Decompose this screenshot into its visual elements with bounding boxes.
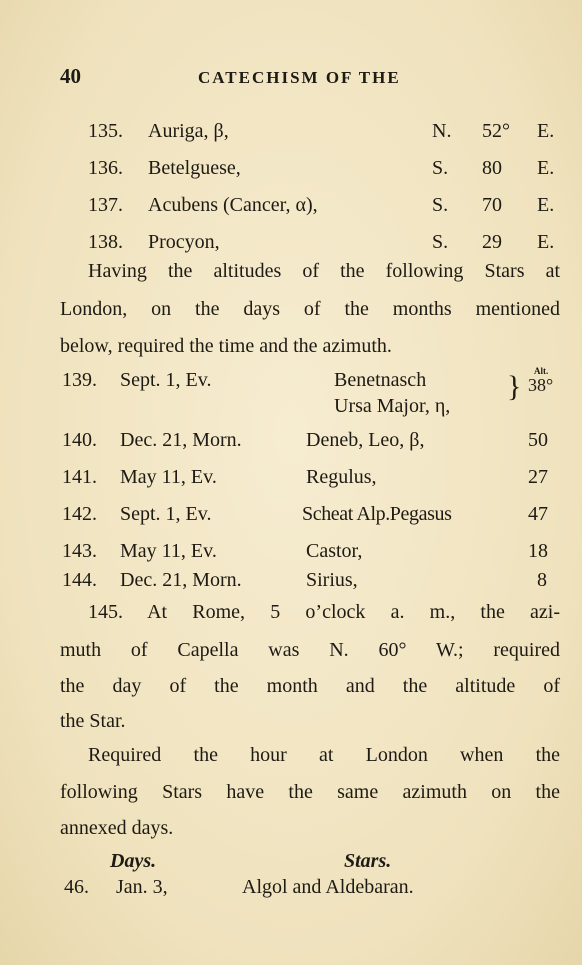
paragraph-line: the Star. <box>60 710 126 732</box>
altitude-value: 38° <box>528 375 554 395</box>
list-item-star: Procyon, <box>148 231 220 253</box>
paragraph-line: Required the hour at London when the <box>88 744 560 766</box>
paragraph-line: 145. At Rome, 5 o’clock a. m., the azi- <box>88 601 560 623</box>
list-item-star: Deneb, Leo, β, <box>306 429 425 451</box>
running-title: CATECHISM OF THE <box>198 68 401 87</box>
list-item-star: Scheat Alp.Pegasus <box>302 503 452 525</box>
list-item-date: May 11, Ev. <box>120 466 217 488</box>
list-item-direction: S. <box>432 231 449 253</box>
list-item-num: 141. <box>62 466 97 488</box>
list-item-altitude: 8 <box>537 569 547 591</box>
page-number: 40 <box>60 64 81 88</box>
list-item-altitude: 27 <box>528 466 548 488</box>
list-item-altitude: 47 <box>528 503 548 525</box>
list-item-degrees: 70 <box>482 194 502 216</box>
list-item-num: 143. <box>62 540 97 562</box>
paragraph-line: muth of Capella was N. 60° W.; required <box>60 639 560 661</box>
brace-icon: } <box>507 370 522 403</box>
list-item-degrees: 52° <box>482 120 510 142</box>
paragraph-line: London, on the days of the months mentioned <box>60 298 560 320</box>
list-item-direction: N. <box>432 120 452 142</box>
list-item-direction: E. <box>537 120 555 142</box>
list-item-num: 136. <box>88 157 123 179</box>
paragraph-line: below, required the time and the azimuth. <box>60 335 392 357</box>
list-item-date: Sept. 1, Ev. <box>120 369 212 391</box>
list-item-degrees: 80 <box>482 157 502 179</box>
list-item-num: 139. <box>62 369 97 391</box>
list-item-direction: S. <box>432 194 449 216</box>
list-item-star: Ursa Major, η, <box>334 395 451 417</box>
list-item-direction: E. <box>537 157 555 179</box>
list-item-altitude: 18 <box>528 540 548 562</box>
list-item-num: 144. <box>62 569 97 591</box>
paragraph-line: the day of the month and the altitude of <box>60 675 560 697</box>
paragraph-line: Having the altitudes of the following Stars at <box>88 260 560 282</box>
list-item-star: Castor, <box>306 540 363 562</box>
column-header-days: Days. <box>110 850 157 872</box>
list-item-star: Betelguese, <box>148 157 241 179</box>
list-item-num: 140. <box>62 429 97 451</box>
list-item-direction: S. <box>432 157 449 179</box>
list-item-date: May 11, Ev. <box>120 540 217 562</box>
altitude-label: Alt. <box>534 366 549 376</box>
list-item-stars: Algol and Aldebaran. <box>242 876 414 898</box>
list-item-star: Regulus, <box>306 466 377 488</box>
list-item-num: 142. <box>62 503 97 525</box>
list-item-direction: E. <box>537 194 555 216</box>
list-item-num: 46. <box>64 876 89 898</box>
list-item-date: Dec. 21, Morn. <box>120 569 242 591</box>
list-item-star: Acubens (Cancer, α), <box>148 194 318 216</box>
list-item-num: 138. <box>88 231 123 253</box>
list-item-star: Sirius, <box>306 569 358 591</box>
list-item-direction: E. <box>537 231 555 253</box>
list-item-date: Dec. 21, Morn. <box>120 429 242 451</box>
paragraph-line: following Stars have the same azimuth on the <box>60 781 560 803</box>
list-item-star: Benetnasch <box>334 369 427 391</box>
list-item-num: 137. <box>88 194 123 216</box>
list-item-star: Auriga, β, <box>148 120 229 142</box>
list-item-degrees: 29 <box>482 231 502 253</box>
paragraph-line: annexed days. <box>60 817 174 839</box>
list-item-num: 135. <box>88 120 123 142</box>
column-header-stars: Stars. <box>344 850 392 872</box>
list-item-altitude: 50 <box>528 429 548 451</box>
list-item-date: Sept. 1, Ev. <box>120 503 212 525</box>
list-item-date: Jan. 3, <box>116 876 168 898</box>
